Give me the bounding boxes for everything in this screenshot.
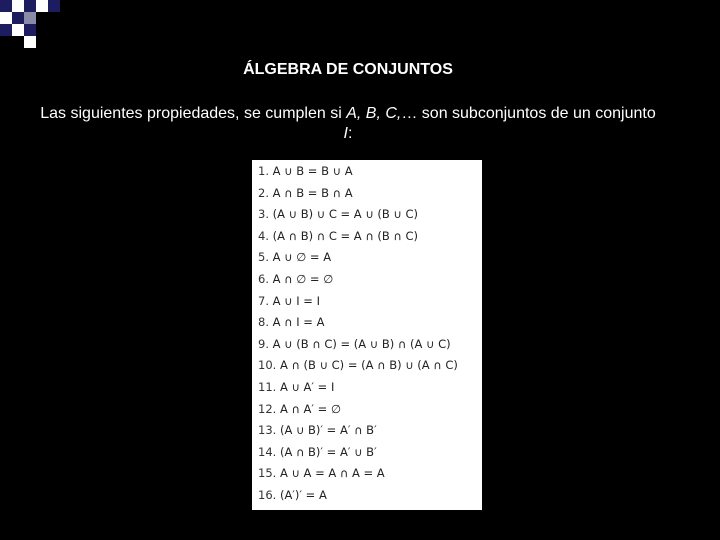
property-number: 4. [258,228,269,243]
property-expression: A ∪ I = I [272,293,320,308]
intro-text: Las siguientes propiedades, se cumplen si [40,105,347,122]
corner-decoration [0,0,60,48]
property-number: 8. [258,315,269,330]
property-number: 16. [258,487,277,502]
property-expression: (A ∪ B)′ = A′ ∩ B′ [279,423,377,438]
property-row [258,291,482,313]
property-row [258,463,482,485]
property-row [258,377,482,399]
property-expression: A ∩ B = B ∩ A [272,185,353,200]
property-number: 3. [258,207,269,222]
property-expression: (A ∩ B)′ = A′ ∪ B′ [279,444,377,459]
slide-intro [40,104,656,144]
property-number: 9. [258,336,269,351]
property-expression: A ∩ I = A [272,315,325,330]
slide-title: ÁLGEBRA DE CONJUNTOS [243,61,453,78]
property-number: 7. [258,293,269,308]
property-number: 13. [258,423,277,438]
intro-set: I [343,125,348,142]
property-row [258,312,482,334]
property-row [258,183,482,205]
property-expression: A ∪ B = B ∪ A [272,164,353,178]
property-expression: A ∩ ∅ = ∅ [272,271,334,286]
property-number: 11. [258,379,277,394]
property-expression: (A ∪ B) ∪ C = A ∪ (B ∪ C) [272,207,419,222]
property-row [258,485,482,507]
property-expression: A ∪ A′ = I [279,379,335,394]
intro-vars: A, B, C, [346,105,402,122]
intro-end: : [348,125,353,142]
property-row [258,442,482,464]
property-expression: (A ∩ B) ∩ C = A ∩ (B ∩ C) [272,228,419,243]
property-row [258,204,482,226]
property-row [258,355,482,377]
property-expression: A ∪ (B ∩ C) = (A ∪ B) ∩ (A ∪ C) [272,336,451,351]
property-expression: A ∪ A = A ∩ A = A [279,466,385,481]
property-row [258,247,482,269]
property-row [258,226,482,248]
property-expression: A ∩ A′ = ∅ [279,401,341,416]
property-number: 12. [258,401,277,416]
property-row [258,269,482,291]
property-row [258,420,482,442]
property-number: 14. [258,444,277,459]
property-expression: A ∩ (B ∪ C) = (A ∩ B) ∪ (A ∩ C) [279,358,458,373]
property-expression: (A′)′ = A [279,487,327,502]
intro-rest: … son subconjuntos de un conjunto [401,105,656,122]
property-row [258,161,482,183]
property-number: 5. [258,250,269,265]
property-row [258,399,482,421]
property-number: 6. [258,271,269,286]
property-number: 10. [258,358,277,373]
property-expression: A ∪ ∅ = A [272,250,332,265]
property-number: 1. [258,164,269,178]
property-number: 15. [258,466,277,481]
properties-panel [252,160,482,510]
property-number: 2. [258,185,269,200]
property-row [258,334,482,356]
